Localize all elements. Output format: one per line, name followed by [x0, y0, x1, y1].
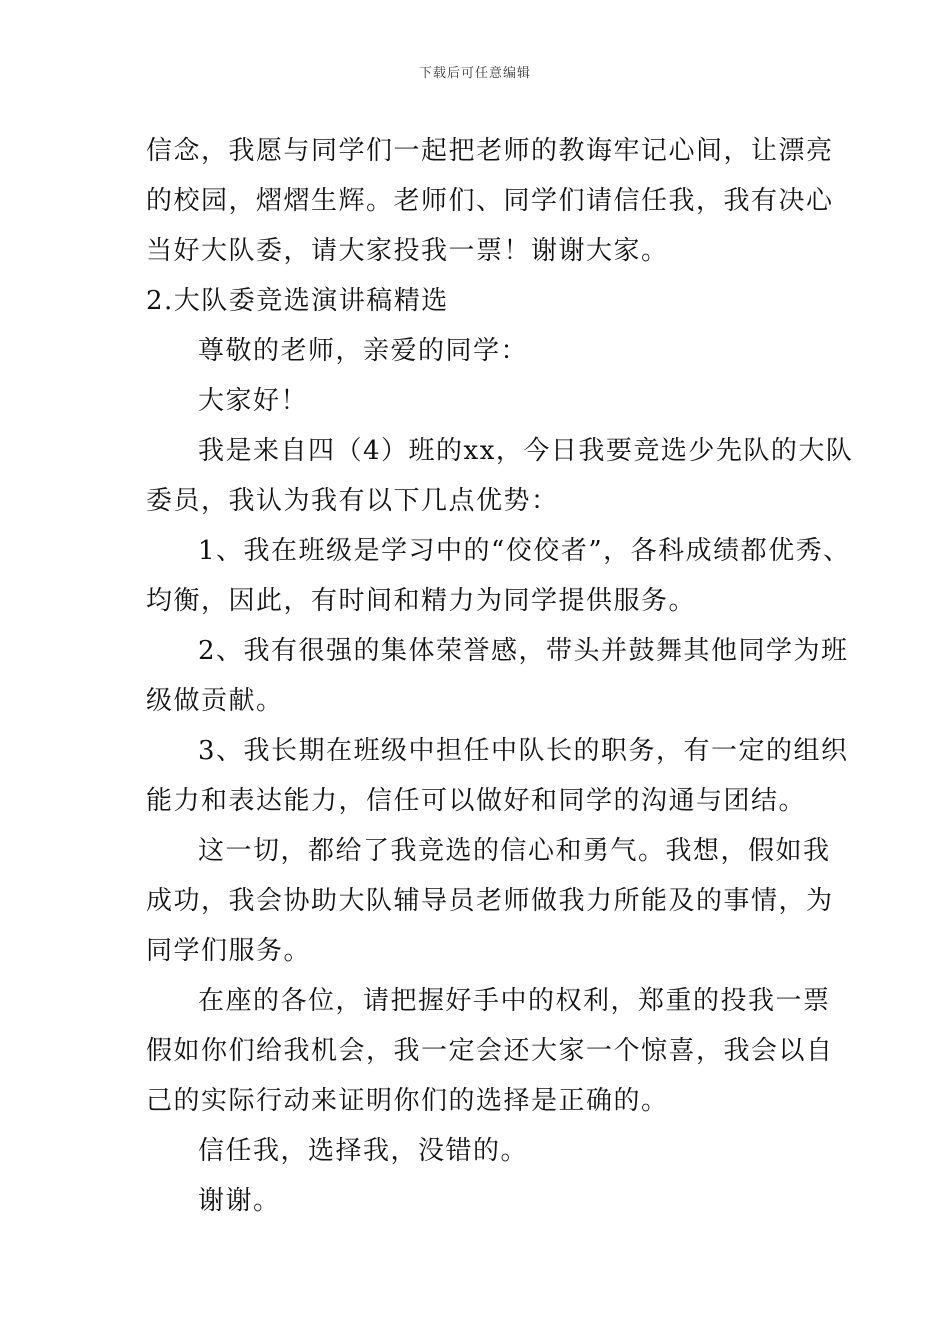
- list-item-3: 3、我长期在班级中担任中队长的职务，有一定的组织: [198, 736, 849, 766]
- text-line: 在座的各位，请把握好手中的权利，郑重的投我一票: [198, 986, 831, 1016]
- text-line: 当好大队委，请大家投我一票！谢谢大家。: [146, 236, 669, 266]
- document-body: [146, 126, 854, 1226]
- text-line: 信念，我愿与同学们一起把老师的教诲牢记心间，让漂亮: [146, 136, 834, 166]
- section-heading: 2.大队委竞选演讲稿精选: [146, 286, 449, 316]
- greeting-line: 大家好！: [198, 386, 309, 416]
- text-line: 能力和表达能力，信任可以做好和同学的沟通与团结。: [146, 786, 807, 816]
- text-line: 级做贡献。: [146, 686, 284, 716]
- text-line: 委员，我认为我有以下几点优势：: [146, 486, 559, 516]
- text-line: 假如你们给我机会，我一定会还大家一个惊喜，我会以自: [146, 1036, 834, 1066]
- salutation-line: 尊敬的老师，亲爱的同学：: [198, 336, 529, 366]
- text-line: 同学们服务。: [146, 936, 312, 966]
- text-line: 信任我，选择我，没错的。: [198, 1136, 529, 1166]
- list-item-1: 1、我在班级是学习中的“佼佼者”，各科成绩都优秀、: [198, 536, 851, 566]
- list-item-2: 2、我有很强的集体荣誉感，带头并鼓舞其他同学为班: [198, 636, 849, 666]
- text-line: 我是来自四（4）班的xx，今日我要竞选少先队的大队: [198, 436, 854, 466]
- text-line: 的校园，熠熠生辉。老师们、同学们请信任我，我有决心: [146, 186, 834, 216]
- text-line: 这一切，都给了我竞选的信心和勇气。我想，假如我: [198, 836, 831, 866]
- page-header: 下载后可任意编辑: [418, 66, 531, 81]
- text-line: 均衡，因此，有时间和精力为同学提供服务。: [146, 586, 697, 616]
- text-line: 成功，我会协助大队辅导员老师做我力所能及的事情，为: [146, 886, 834, 916]
- closing-line: 谢谢。: [198, 1186, 281, 1216]
- text-line: 己的实际行动来证明你们的选择是正确的。: [146, 1086, 669, 1116]
